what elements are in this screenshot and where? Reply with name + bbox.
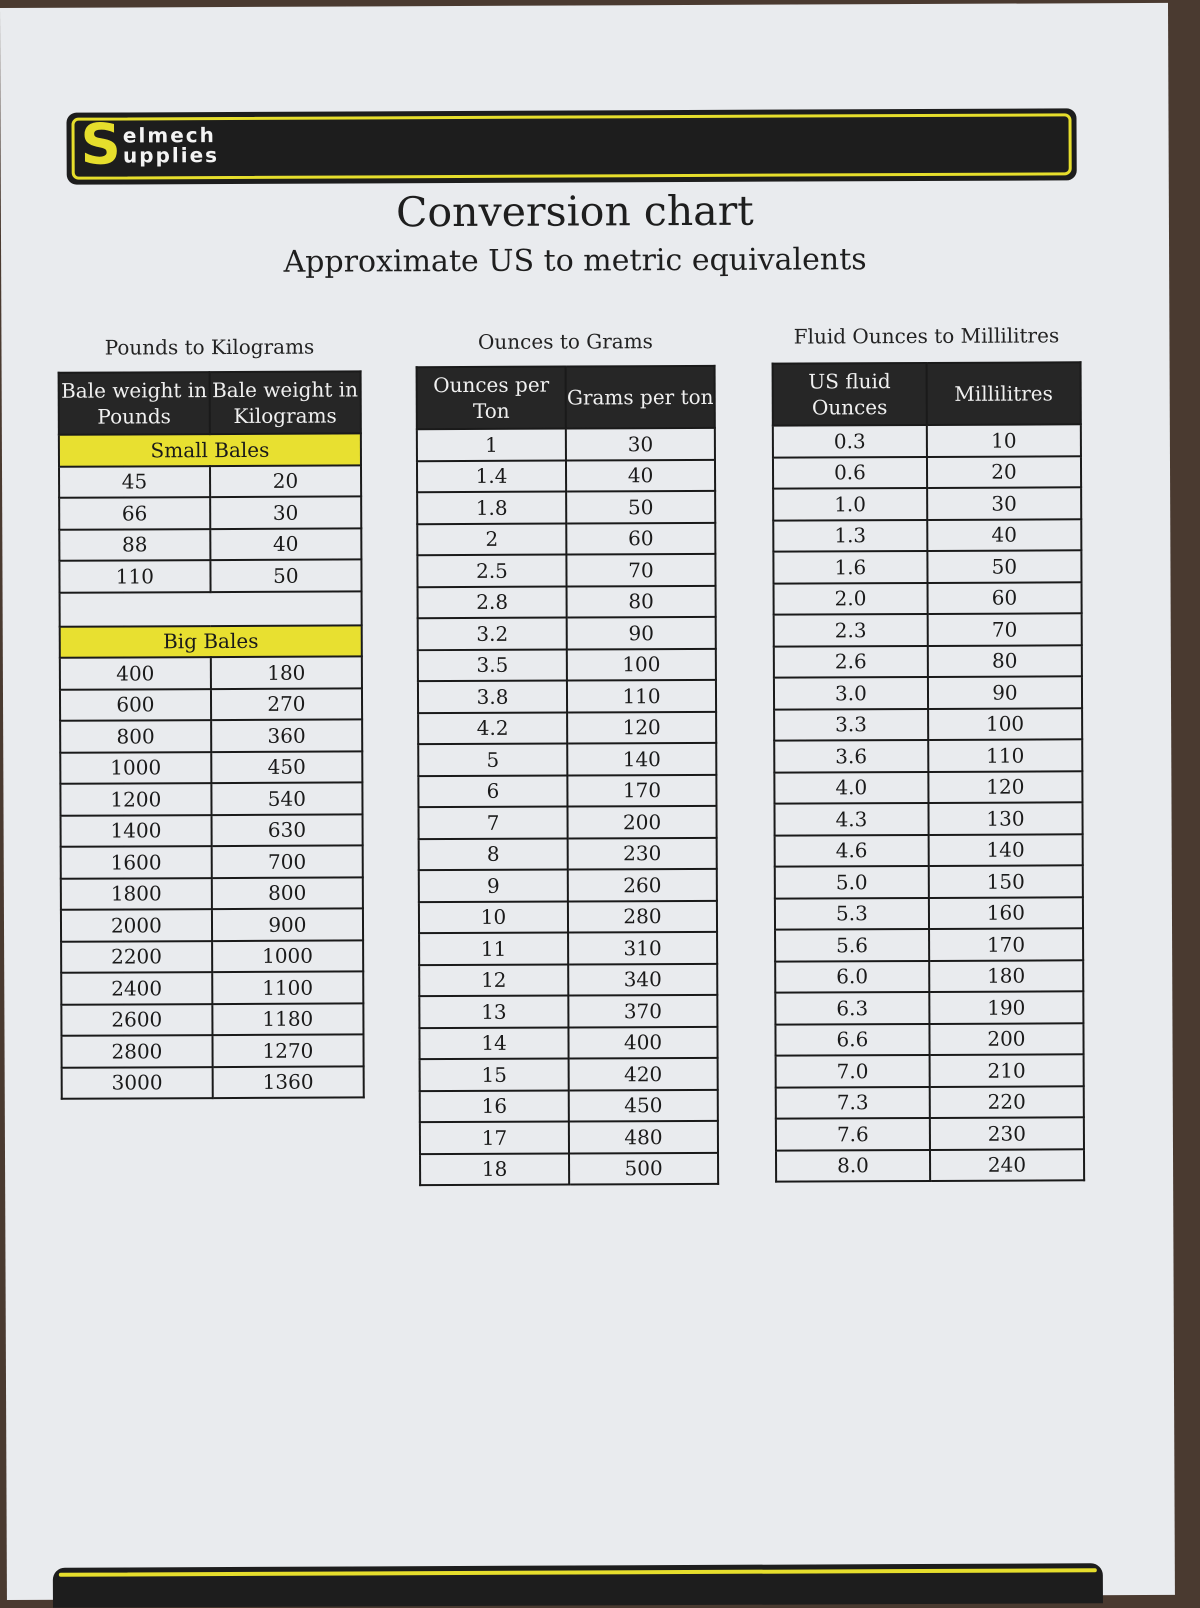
ounces-col-header-1: Ounces per Ton: [417, 367, 566, 430]
table-cell: 80: [928, 645, 1082, 677]
table-cell: 5: [418, 744, 567, 776]
table-cell: 3.3: [774, 708, 928, 740]
table-row: [417, 459, 715, 492]
table-cell: 50: [927, 550, 1081, 582]
table-cell: 1600: [61, 846, 212, 878]
table-cell: 1270: [212, 1034, 363, 1066]
table-row: [418, 648, 716, 681]
table-cell: 1400: [61, 815, 212, 847]
table-cell: 1.0: [773, 488, 927, 520]
table-row: [61, 1034, 363, 1067]
table-row: [419, 900, 717, 933]
table-cell: 2.8: [418, 586, 567, 618]
table-cell: 100: [567, 648, 716, 680]
ounces-section-label: Ounces to Grams: [477, 329, 653, 354]
table-cell: 6.3: [775, 992, 929, 1024]
table-row: [773, 456, 1081, 489]
table-cell: 1.6: [773, 551, 927, 583]
table-row: [59, 559, 361, 592]
table-cell: 90: [928, 676, 1082, 708]
table-row: [60, 656, 362, 689]
table-cell: 7.0: [776, 1055, 930, 1087]
table-cell: 540: [211, 782, 362, 814]
table-cell: 450: [569, 1089, 718, 1121]
logo-line-1: elmech: [122, 123, 216, 148]
table-cell: 7: [418, 807, 567, 839]
fluid-col-header-1: US fluid Ounces: [773, 363, 927, 426]
logo-words: [122, 123, 220, 168]
table-cell: 1: [417, 429, 566, 461]
table-cell: 3.8: [418, 681, 567, 713]
table-cell: 230: [930, 1117, 1084, 1149]
table-row: [776, 1117, 1084, 1150]
table-cell: 3.2: [418, 618, 567, 650]
table-cell: 600: [60, 689, 211, 721]
table-cell: 400: [60, 657, 211, 689]
table-cell: 66: [59, 497, 210, 529]
table-cell: 4.0: [774, 771, 928, 803]
table-cell: 270: [211, 688, 362, 720]
table-cell: 170: [929, 928, 1083, 960]
table-cell: 90: [567, 617, 716, 649]
table-row: [775, 991, 1083, 1024]
table-cell: 2.5: [417, 555, 566, 587]
table-cell: 0.3: [773, 425, 927, 457]
table-cell: 900: [212, 908, 363, 940]
bottom-rule-stripe: [59, 1568, 1097, 1577]
table-cell: 1.8: [417, 492, 566, 524]
table-row: [419, 1026, 717, 1059]
table-cell: 700: [211, 845, 362, 877]
table-row: [776, 1054, 1084, 1087]
table-row: [419, 869, 717, 902]
table-row: [59, 528, 361, 561]
table-cell: 40: [927, 519, 1081, 551]
table-cell: 18: [420, 1153, 569, 1185]
table-cell: 1360: [212, 1066, 363, 1098]
table-row: [775, 1023, 1083, 1056]
table-row: [775, 865, 1083, 898]
table-cell: 70: [566, 554, 715, 586]
table-cell: 5.0: [775, 866, 929, 898]
table-cell: 2200: [61, 941, 212, 973]
page-title: Conversion chart: [395, 186, 754, 237]
table-cell: 13: [419, 996, 568, 1028]
table-cell: 100: [928, 708, 1082, 740]
table-row: [774, 645, 1082, 678]
table-cell: 110: [928, 739, 1082, 771]
logo-line-2: upplies: [122, 143, 220, 168]
table-row: [420, 1152, 718, 1185]
table-row: [417, 554, 715, 587]
table-row: [61, 940, 363, 973]
table-cell: 6: [418, 775, 567, 807]
big-bales-band-label: Big Bales: [60, 625, 362, 658]
table-cell: 280: [568, 900, 717, 932]
table-cell: 200: [568, 806, 717, 838]
table-cell: 370: [568, 995, 717, 1027]
table-row: [418, 617, 716, 650]
table-row: [61, 971, 363, 1004]
pounds-table: [58, 370, 365, 1099]
fluid-col-header-2: Millilitres: [926, 362, 1080, 425]
table-row: [59, 496, 361, 529]
table-cell: 480: [569, 1121, 718, 1153]
table-row: [774, 802, 1082, 835]
pounds-col-header-1: Bale weight in Pounds: [59, 372, 210, 435]
table-cell: 1000: [60, 752, 211, 784]
table-cell: 4.3: [774, 803, 928, 835]
table-cell: 8: [419, 838, 568, 870]
table-row: [775, 897, 1083, 930]
table-row: [417, 428, 715, 461]
table-cell: 2000: [61, 909, 212, 941]
table-row: [419, 932, 717, 965]
table-cell: 14: [419, 1027, 568, 1059]
table-cell: 50: [210, 559, 361, 591]
table-cell: 1800: [61, 878, 212, 910]
table-cell: 800: [60, 720, 211, 752]
table-cell: 88: [59, 529, 210, 561]
table-cell: 7.6: [776, 1118, 930, 1150]
table-row: [773, 519, 1081, 552]
table-row: [59, 465, 361, 498]
ounces-table: [416, 365, 720, 1186]
ounces-col-header-2: Grams per ton: [566, 366, 715, 429]
table-cell: 30: [927, 487, 1081, 519]
table-cell: 2.6: [774, 645, 928, 677]
table-row: [775, 960, 1083, 993]
small-bales-band-label: Small Bales: [59, 433, 361, 466]
table-cell: 2.0: [774, 582, 928, 614]
table-cell: 80: [567, 585, 716, 617]
table-row: [418, 585, 716, 618]
table-cell: 17: [420, 1122, 569, 1154]
table-cell: 40: [210, 528, 361, 560]
table-row: [418, 743, 716, 776]
table-row: [417, 522, 715, 555]
table-cell: 150: [929, 865, 1083, 897]
table-cell: 630: [211, 814, 362, 846]
table-cell: 420: [569, 1058, 718, 1090]
table-cell: 3.0: [774, 677, 928, 709]
table-cell: 1.3: [773, 519, 927, 551]
table-row: [773, 550, 1081, 583]
table-cell: 130: [928, 802, 1082, 834]
table-cell: 110: [59, 560, 210, 592]
table-cell: 400: [568, 1026, 717, 1058]
table-cell: 9: [419, 870, 568, 902]
table-cell: 140: [928, 834, 1082, 866]
table-cell: 500: [569, 1152, 718, 1184]
table-cell: 800: [212, 877, 363, 909]
table-row: [773, 424, 1081, 457]
table-cell: 10: [419, 901, 568, 933]
table-cell: 260: [568, 869, 717, 901]
fluid-table: [772, 361, 1086, 1182]
brand-logo: [80, 112, 220, 178]
table-cell: 1000: [212, 940, 363, 972]
table-row: [418, 774, 716, 807]
table-row: [774, 676, 1082, 709]
table-cell: 12: [419, 964, 568, 996]
table-cell: 10: [927, 424, 1081, 456]
table-cell: 240: [930, 1149, 1084, 1181]
table-row: [775, 834, 1083, 867]
table-row: [773, 487, 1081, 520]
table-row: [62, 1066, 364, 1099]
table-row: [774, 739, 1082, 772]
table-cell: 7.3: [776, 1086, 930, 1118]
table-cell: 190: [929, 991, 1083, 1023]
table-cell: 210: [929, 1054, 1083, 1086]
table-row: [774, 771, 1082, 804]
bottom-rule: [53, 1563, 1103, 1608]
table-row: [420, 1089, 718, 1122]
pounds-section-label: Pounds to Kilograms: [104, 334, 315, 360]
table-cell: 120: [567, 711, 716, 743]
table-row: [419, 837, 717, 870]
table-row: [418, 711, 716, 744]
table-cell: 170: [567, 774, 716, 806]
table-cell: 1180: [212, 1003, 363, 1035]
table-row: [418, 806, 716, 839]
table-cell: 16: [420, 1090, 569, 1122]
table-cell: 5.3: [775, 897, 929, 929]
table-cell: 11: [419, 933, 568, 965]
table-row: [776, 1149, 1084, 1182]
fluid-section-label: Fluid Ounces to Millilitres: [793, 323, 1060, 349]
table-cell: 360: [211, 719, 362, 751]
table-cell: 450: [211, 751, 362, 783]
page-subtitle: Approximate US to metric equivalents: [283, 242, 867, 280]
table-cell: 60: [566, 522, 715, 554]
spacer-cell: [60, 591, 362, 626]
table-cell: 50: [566, 491, 715, 523]
table-cell: 180: [211, 656, 362, 688]
table-row: [60, 719, 362, 752]
table-cell: 1200: [60, 783, 211, 815]
table-cell: 2600: [61, 1004, 212, 1036]
table-cell: 6.6: [775, 1023, 929, 1055]
table-cell: 2.3: [774, 614, 928, 646]
table-cell: 15: [420, 1059, 569, 1091]
table-cell: 110: [567, 680, 716, 712]
table-cell: 70: [927, 613, 1081, 645]
table-cell: 30: [210, 496, 361, 528]
table-row: [775, 928, 1083, 961]
table-cell: 4.2: [418, 712, 567, 744]
table-row: [61, 814, 363, 847]
table-cell: 220: [930, 1086, 1084, 1118]
table-cell: 3000: [62, 1067, 213, 1099]
table-row: [61, 908, 363, 941]
table-cell: 60: [927, 582, 1081, 614]
table-cell: 230: [568, 837, 717, 869]
table-cell: 20: [927, 456, 1081, 488]
table-cell: 8.0: [776, 1149, 930, 1181]
table-cell: 2: [417, 523, 566, 555]
table-cell: 180: [929, 960, 1083, 992]
table-row: [774, 582, 1082, 615]
table-cell: 3.5: [418, 649, 567, 681]
table-row: [60, 688, 362, 721]
table-row: [60, 782, 362, 815]
small-bales-band: [59, 433, 361, 466]
table-cell: 2800: [61, 1035, 212, 1067]
table-row: [417, 491, 715, 524]
table-cell: 0.6: [773, 456, 927, 488]
table-cell: 120: [928, 771, 1082, 803]
table-cell: 310: [568, 932, 717, 964]
paper-sheet: [0, 3, 1175, 1600]
table-cell: 140: [567, 743, 716, 775]
table-cell: 2400: [61, 972, 212, 1004]
table-cell: 3.6: [774, 740, 928, 772]
pounds-col-header-2: Bale weight in Kilograms: [209, 371, 361, 434]
table-row: [420, 1058, 718, 1091]
spacer-row: [60, 591, 362, 626]
table-row: [61, 877, 363, 910]
table-row: [418, 680, 716, 713]
table-cell: 160: [929, 897, 1083, 929]
big-bales-band: [60, 625, 362, 658]
table-row: [419, 963, 717, 996]
table-cell: 340: [568, 963, 717, 995]
table-row: [60, 751, 362, 784]
table-cell: 5.6: [775, 929, 929, 961]
table-row: [776, 1086, 1084, 1119]
table-row: [61, 1003, 363, 1036]
table-cell: 6.0: [775, 960, 929, 992]
table-cell: 30: [566, 428, 715, 460]
table-row: [420, 1121, 718, 1154]
table-cell: 45: [59, 466, 210, 498]
table-cell: 40: [566, 459, 715, 491]
table-cell: 1100: [212, 971, 363, 1003]
table-row: [419, 995, 717, 1028]
banner-border: [71, 113, 1071, 179]
table-row: [774, 613, 1082, 646]
table-cell: 20: [210, 465, 361, 497]
logo-letter: S: [80, 112, 122, 178]
table-cell: 4.6: [775, 834, 929, 866]
table-cell: 200: [929, 1023, 1083, 1055]
brand-banner: [66, 108, 1076, 184]
table-row: [774, 708, 1082, 741]
table-cell: 1.4: [417, 460, 566, 492]
table-row: [61, 845, 363, 878]
